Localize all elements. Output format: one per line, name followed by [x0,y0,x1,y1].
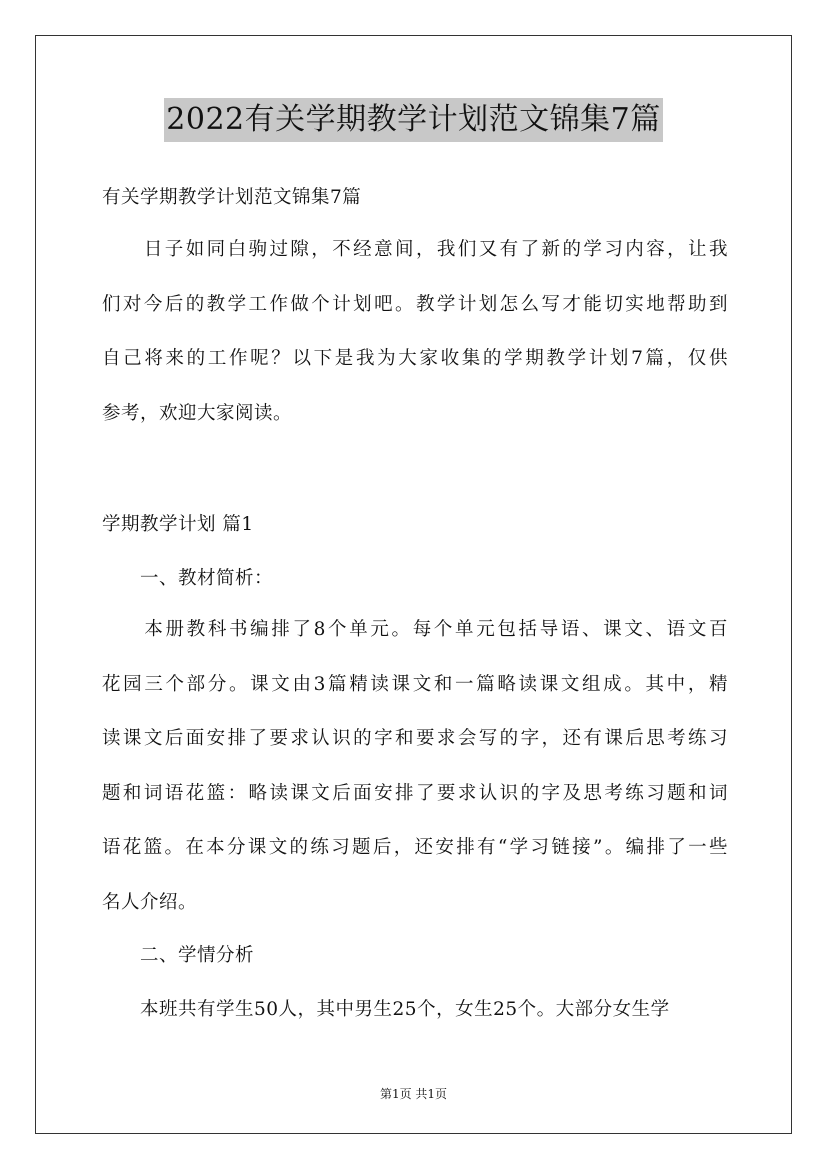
title-block [0,98,827,142]
page-number: 第1页 共1页 [379,1087,448,1101]
body-line: 语花篮。在本分课文的练习题后，还安排有“学习链接”。编排了一些 [102,837,728,858]
heading-textbook-analysis: 一、教材简析： [102,568,274,589]
intro-line: 们对今后的教学工作做个计划吧。教学计划怎么写才能切实地帮助到 [102,293,728,315]
intro-line: 自己将来的工作呢？以下是我为大家收集的学期教学计划7篇，仅供 [102,348,728,369]
body-line: 花园三个部分。课文由3篇精读课文和一篇略读课文组成。其中，精 [102,673,728,695]
body-last-line: 本班共有学生50人，其中男生25个，女生25个。大部分女生学 [102,999,670,1020]
intro-paragraph [102,236,728,454]
intro-line: 参考，欢迎大家阅读。 [102,402,293,424]
body-line: 题和词语花篮：略读课文后面安排了要求认识的字及思考练习题和词 [102,782,728,804]
body-line: 本册教科书编排了8个单元。每个单元包括导语、课文、语文百 [102,619,728,640]
textbook-paragraph [102,616,728,943]
document-title: 2022有关学期教学计划范文锦集7篇 [164,98,662,142]
intro-line: 日子如同白驹过隙，不经意间，我们又有了新的学习内容，让我 [102,239,728,260]
section-heading: 学期教学计划 篇1 [102,514,254,535]
body-line: 读课文后面安排了要求认识的字和要求会写的字，还有课后思考练习 [102,728,728,749]
body-line: 名人介绍。 [102,891,198,913]
document-subtitle: 有关学期教学计划范文锦集7篇 [102,187,362,208]
heading-student-analysis: 二、学情分析 [102,945,255,966]
